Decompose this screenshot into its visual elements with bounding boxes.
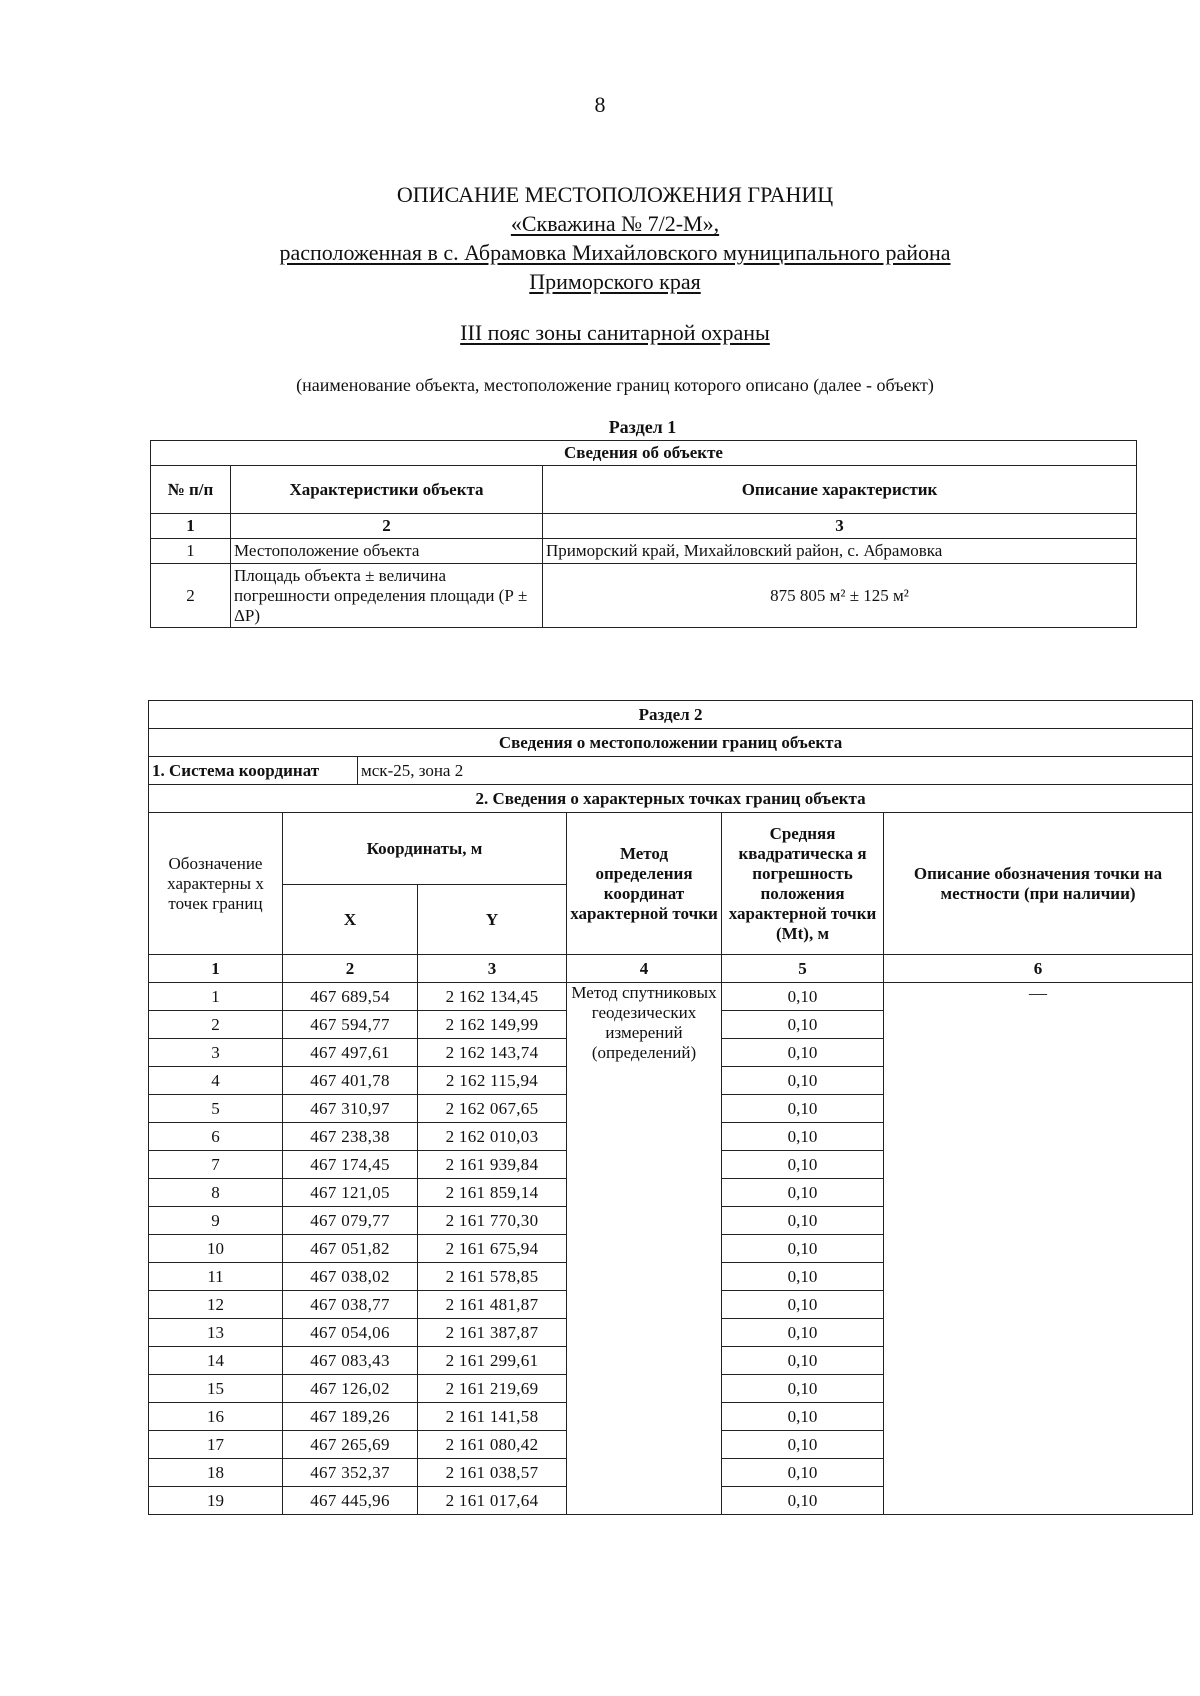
mt-value: 0,10 — [722, 1011, 884, 1039]
point-number: 1 — [149, 983, 283, 1011]
point-number: 13 — [149, 1319, 283, 1347]
col-number: 5 — [722, 955, 884, 983]
coord-x: 467 126,02 — [283, 1375, 418, 1403]
mt-value: 0,10 — [722, 1235, 884, 1263]
method-cell: Метод спутниковых геодезических измерений (определений) — [567, 983, 722, 1515]
coord-x: 467 352,37 — [283, 1459, 418, 1487]
coord-x: 467 265,69 — [283, 1431, 418, 1459]
coord-x: 467 497,61 — [283, 1039, 418, 1067]
desc-cell: — — [884, 983, 1193, 1515]
point-number: 8 — [149, 1179, 283, 1207]
coord-x: 467 174,45 — [283, 1151, 418, 1179]
point-number: 9 — [149, 1207, 283, 1235]
mt-value: 0,10 — [722, 1123, 884, 1151]
coord-y: 2 161 770,30 — [418, 1207, 567, 1235]
point-number: 14 — [149, 1347, 283, 1375]
coord-x: 467 445,96 — [283, 1487, 418, 1515]
points-body — [149, 983, 1193, 1515]
coord-x: 467 038,77 — [283, 1291, 418, 1319]
row-num: 1 — [151, 539, 231, 564]
mt-value: 0,10 — [722, 1347, 884, 1375]
mt-value: 0,10 — [722, 983, 884, 1011]
row-characteristic: Площадь объекта ± величина погрешности определения площади (Р ± ΔР) — [231, 564, 543, 628]
coord-y: 2 161 675,94 — [418, 1235, 567, 1263]
mt-value: 0,10 — [722, 1179, 884, 1207]
heading-line-1: ОПИСАНИЕ МЕСТОПОЛОЖЕНИЯ ГРАНИЦ — [396, 182, 834, 207]
point-number: 12 — [149, 1291, 283, 1319]
header-method: Метод определения координат характерной точки — [567, 813, 722, 955]
row-description: Приморский край, Михайловский район, с. Абрамовка — [543, 539, 1137, 564]
coord-y: 2 162 134,45 — [418, 983, 567, 1011]
coord-y: 2 161 141,58 — [418, 1403, 567, 1431]
point-number: 15 — [149, 1375, 283, 1403]
coord-y: 2 162 143,74 — [418, 1039, 567, 1067]
coord-x: 467 594,77 — [283, 1011, 418, 1039]
coord-y: 2 161 299,61 — [418, 1347, 567, 1375]
col-number: 3 — [543, 514, 1137, 539]
page-number: 8 — [594, 92, 606, 117]
col-number: 2 — [283, 955, 418, 983]
section2-title: Раздел 2 — [149, 701, 1193, 729]
coord-x: 467 189,26 — [283, 1403, 418, 1431]
mt-value: 0,10 — [722, 1431, 884, 1459]
coord-y: 2 162 149,99 — [418, 1011, 567, 1039]
coord-y: 2 161 481,87 — [418, 1291, 567, 1319]
point-number: 2 — [149, 1011, 283, 1039]
mt-value: 0,10 — [722, 1263, 884, 1291]
point-number: 7 — [149, 1151, 283, 1179]
coord-y: 2 161 038,57 — [418, 1459, 567, 1487]
section2-table — [148, 700, 1193, 1515]
header-characteristics: Характеристики объекта — [231, 466, 543, 514]
coord-system-label: 1. Система координат — [149, 757, 358, 785]
table-row — [151, 564, 1137, 628]
col-number: 4 — [567, 955, 722, 983]
coord-x: 467 121,05 — [283, 1179, 418, 1207]
point-number: 6 — [149, 1123, 283, 1151]
mt-value: 0,10 — [722, 1151, 884, 1179]
mt-value: 0,10 — [722, 1095, 884, 1123]
coord-y: 2 161 939,84 — [418, 1151, 567, 1179]
coord-x: 467 083,43 — [283, 1347, 418, 1375]
table-row — [149, 983, 1193, 1011]
header-error: Средняя квадратическа я погрешность положения характерной точки (Mt), м — [722, 813, 884, 955]
point-number: 3 — [149, 1039, 283, 1067]
coord-y: 2 161 219,69 — [418, 1375, 567, 1403]
section2-subtitle: Сведения о местоположении границ объекта — [149, 729, 1193, 757]
coord-y: 2 162 115,94 — [418, 1067, 567, 1095]
coord-x: 467 054,06 — [283, 1319, 418, 1347]
coord-system-value: мск-25, зона 2 — [358, 757, 1193, 785]
mt-value: 0,10 — [722, 1039, 884, 1067]
header-x: X — [283, 885, 418, 955]
mt-value: 0,10 — [722, 1207, 884, 1235]
point-number: 5 — [149, 1095, 283, 1123]
mt-value: 0,10 — [722, 1291, 884, 1319]
point-number: 4 — [149, 1067, 283, 1095]
point-number: 10 — [149, 1235, 283, 1263]
point-number: 11 — [149, 1263, 283, 1291]
coord-x: 467 401,78 — [283, 1067, 418, 1095]
coord-x: 467 689,54 — [283, 983, 418, 1011]
header-desc: Описание обозначения точки на местности (при наличии) — [884, 813, 1193, 955]
heading-line-2: «Скважина № 7/2-М», — [510, 211, 720, 236]
mt-value: 0,10 — [722, 1459, 884, 1487]
header-num: № п/п — [151, 466, 231, 514]
heading-line-3: расположенная в с. Абрамовка Михайловского муниципального района — [279, 240, 951, 265]
mt-value: 0,10 — [722, 1487, 884, 1515]
point-number: 18 — [149, 1459, 283, 1487]
header-coords: Координаты, м — [283, 813, 567, 885]
row-num: 2 — [151, 564, 231, 628]
coord-x: 467 079,77 — [283, 1207, 418, 1235]
heading-line-4: Приморского края — [529, 269, 701, 294]
mt-value: 0,10 — [722, 1375, 884, 1403]
coord-y: 2 161 080,42 — [418, 1431, 567, 1459]
coord-y: 2 161 578,85 — [418, 1263, 567, 1291]
row-characteristic: Местоположение объекта — [231, 539, 543, 564]
point-number: 17 — [149, 1431, 283, 1459]
zone-title: III пояс зоны санитарной охраны — [460, 320, 770, 345]
section1-subtitle: Сведения об объекте — [151, 441, 1137, 466]
table-row — [151, 539, 1137, 564]
col-number: 6 — [884, 955, 1193, 983]
point-number: 19 — [149, 1487, 283, 1515]
col-number: 1 — [151, 514, 231, 539]
section1-title: Раздел 1 — [608, 417, 677, 437]
mt-value: 0,10 — [722, 1319, 884, 1347]
points-title: 2. Сведения о характерных точках границ объекта — [149, 785, 1193, 813]
header-description: Описание характеристик — [543, 466, 1137, 514]
coord-y: 2 162 010,03 — [418, 1123, 567, 1151]
coord-x: 467 238,38 — [283, 1123, 418, 1151]
point-number: 16 — [149, 1403, 283, 1431]
header-y: Y — [418, 885, 567, 955]
col-number: 1 — [149, 955, 283, 983]
header-point: Обозначение характерны х точек границ — [149, 813, 283, 955]
coord-y: 2 161 017,64 — [418, 1487, 567, 1515]
coord-y: 2 161 387,87 — [418, 1319, 567, 1347]
document-heading — [150, 180, 1080, 296]
row-description: 875 805 м² ± 125 м² — [543, 564, 1137, 628]
coord-x: 467 038,02 — [283, 1263, 418, 1291]
section1-table — [150, 440, 1137, 628]
coord-x: 467 310,97 — [283, 1095, 418, 1123]
mt-value: 0,10 — [722, 1067, 884, 1095]
coord-x: 467 051,82 — [283, 1235, 418, 1263]
col-number: 2 — [231, 514, 543, 539]
coord-y: 2 162 067,65 — [418, 1095, 567, 1123]
col-number: 3 — [418, 955, 567, 983]
object-caption: (наименование объекта, местоположение границ которого описано (далее - объект) — [296, 375, 934, 395]
coord-y: 2 161 859,14 — [418, 1179, 567, 1207]
mt-value: 0,10 — [722, 1403, 884, 1431]
